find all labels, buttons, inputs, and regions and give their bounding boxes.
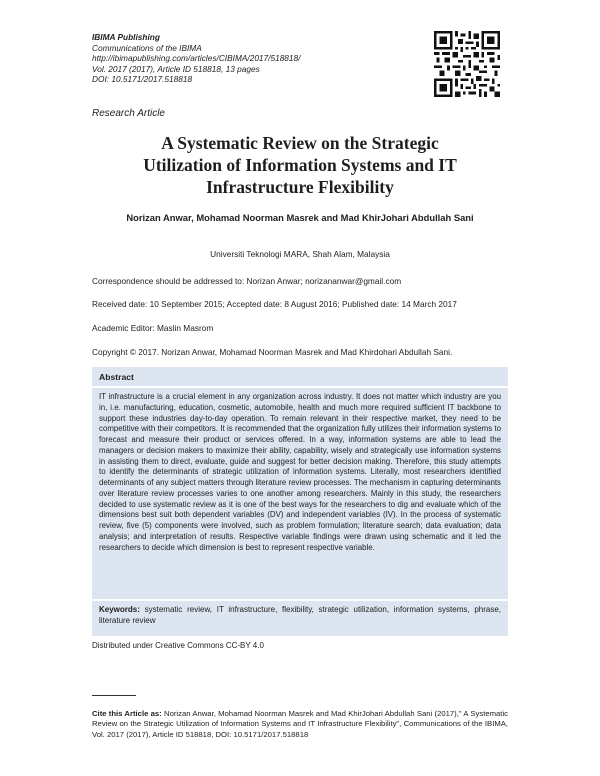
divider xyxy=(92,599,508,601)
title-line: A Systematic Review on the Strategic xyxy=(161,133,439,153)
title-line: Utilization of Information Systems and IT xyxy=(143,155,457,175)
academic-editor: Academic Editor: Maslin Masrom xyxy=(92,323,214,333)
footnote-rule xyxy=(92,695,136,696)
qr-code-icon xyxy=(434,31,500,97)
article-url[interactable]: http://ibimapublishing.com/articles/CIBIMA/2017/518818/ xyxy=(92,53,301,64)
publisher-name: IBIMA Publishing xyxy=(92,32,160,42)
cite-text: Norizan Anwar, Mohamad Noorman Masrek and Mad KhirJohari Abdullah Sani (2017)," A Systematic Review on the Strategic Utilization of Information Systems and IT Infrastructure Flexibility", Communications of the IBIMA, Vol. 2017 (2017), Article ID 518818, DOI: 10.5171/2017.518818 xyxy=(92,709,508,739)
paper-title xyxy=(92,132,508,198)
copyright-notice: Copyright © 2017. Norizan Anwar, Mohamad Noorman Masrek and Mad Khirdohari Abdullah Sani. xyxy=(92,347,453,357)
license-notice: Distributed under Creative Commons CC-BY 4.0 xyxy=(92,641,264,650)
abstract-text: IT infrastructure is a crucial element in any organization across industry. It does not matter which industry are you in, i.e. manufacturing, education, cosmetic, automobile, health and much more required sufficient IT backbone to support these industries day-to-day operation. To remain relevant in their respective market, they need to be competitive with their competitors. It is recommended that the organization fully utilizes their information systems to forecast and measure their product or services offered. In a way, information systems are able to lead the managers or decision makers to maximize their ability, capability, wisely and strategically use information systems in assisting them to direct, evaluate, guide and suggest for better decision making. Therefore, this study attempts to identify the determinants of strategic utilization of information systems. Literally, most researchers identified determinants of any subject matters through literature review processes. The mechanism in capturing determinants over literature review processes varies to one another among researchers. Mainly in this study, the researchers decided to use systematic review as it is one of the best ways for the researchers to dig and evaluate which of the dimensions best suit both dependent variables (DV) and independent variables (IV). In the process of systematic review, five (5) components were involved, such as problem formulation; literature search; data evaluation; data analysis; and interpretation of results. Respective variable findings were drawn using schematic and it led the researchers to decide which dimension is best to represent respective variable. xyxy=(99,392,501,552)
journal-name: Communications of the IBIMA xyxy=(92,42,202,53)
doi: DOI: 10.5171/2017.518818 xyxy=(92,74,193,85)
keywords-label: Keywords: xyxy=(99,605,140,614)
abstract-heading: Abstract xyxy=(99,372,134,382)
journal-header xyxy=(92,32,412,85)
correspondence: Correspondence should be addressed to: Norizan Anwar; norizananwar@gmail.com xyxy=(92,276,402,286)
keywords xyxy=(99,605,501,626)
title-line: Infrastructure Flexibility xyxy=(206,177,394,197)
cite-label: Cite this Article as: xyxy=(92,709,162,718)
author-list: Norizan Anwar, Mohamad Noorman Masrek and Mad KhirJohari Abdullah Sani xyxy=(126,212,474,223)
citation xyxy=(92,709,508,740)
affiliation: Universiti Teknologi MARA, Shah Alam, Malaysia xyxy=(210,249,390,259)
publication-dates: Received date: 10 September 2015; Accepted date: 8 August 2016; Published date: 14 March 2017 xyxy=(92,299,457,309)
keywords-text: systematic review, IT infrastructure, flexibility, strategic utilization, information systems, phrase, literature review xyxy=(99,605,501,625)
volume-info: Vol. 2017 (2017), Article ID 518818, 13 pages xyxy=(92,63,260,74)
abstract-box xyxy=(92,367,508,636)
divider xyxy=(92,386,508,388)
article-type: Research Article xyxy=(92,108,165,119)
